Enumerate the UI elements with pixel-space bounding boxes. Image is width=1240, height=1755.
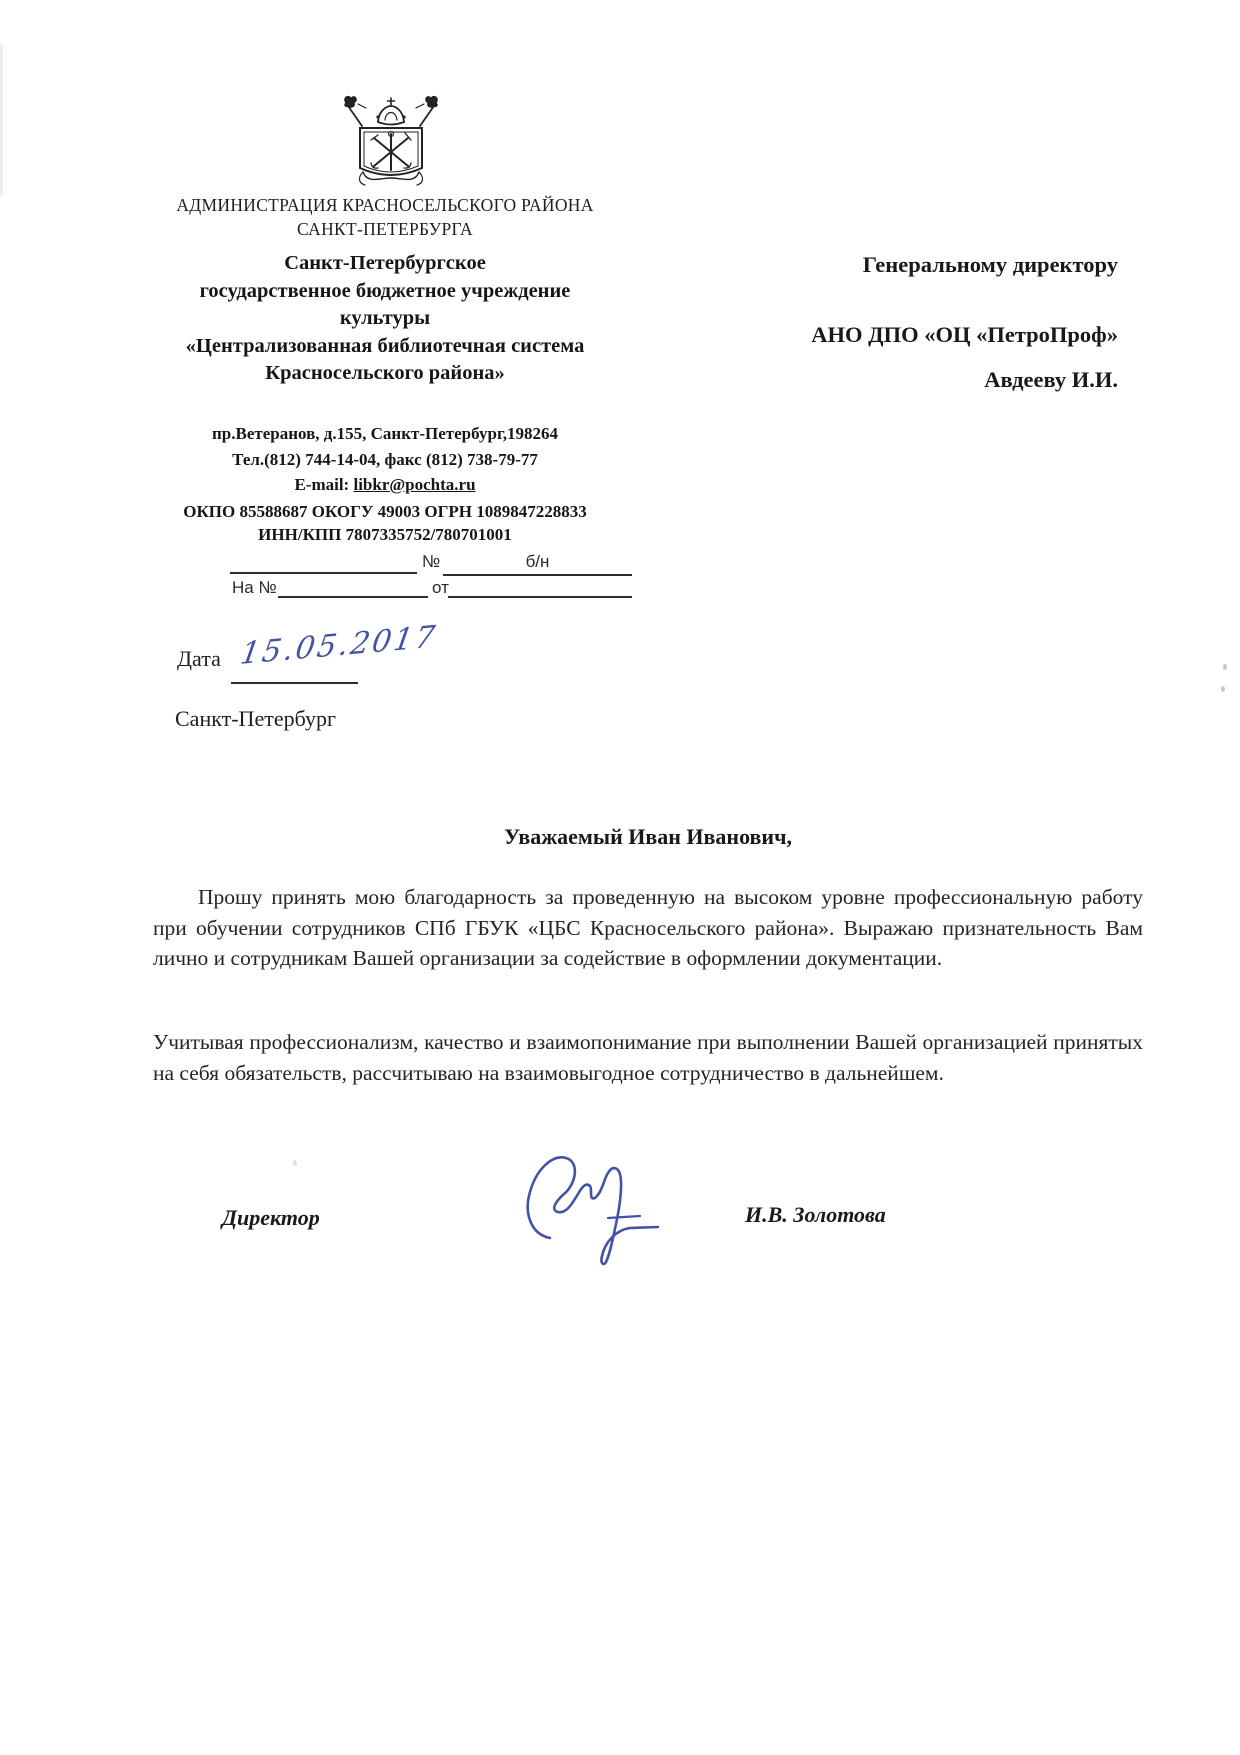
body-paragraph-1: Прошу принять мою благодарность за проведенную на высоком уровне профессиональную работу при обучении сотрудников СПб ГБУК «ЦБС Красносельского района». Выражаю признательность Вам лично и сотрудникам Вашей организации за содействие в оформлении документации. — [153, 885, 1143, 970]
addressee-position: Генеральному директору — [862, 252, 1118, 277]
phone-fax: Тел.(812) 744-14-04, факс (812) 738-79-77 — [232, 449, 538, 469]
addressee-organization: АНО ДПО «ОЦ «ПетроПроф» — [811, 322, 1118, 347]
saint-petersburg-coat-of-arms-icon — [333, 90, 449, 192]
reply-number-blank-line — [278, 576, 428, 598]
reply-to-label: На № — [232, 578, 277, 597]
registry-line-1: ОКПО 85588687 ОКОГУ 49003 ОГРН 1089847228833 — [183, 502, 587, 521]
outgoing-number-value: б/н — [525, 552, 550, 571]
outgoing-date-blank-line — [230, 552, 417, 574]
email-address: libkr@pochta.ru — [353, 475, 476, 494]
organization-line-5: Красносельского района» — [265, 362, 505, 384]
organization-name — [115, 250, 655, 388]
number-sign-label: № — [422, 552, 441, 571]
organization-line-2: государственное бюджетное учреждение — [199, 279, 571, 302]
email-label: E-mail: — [294, 475, 350, 494]
addressee-name: Авдееву И.И. — [984, 367, 1118, 392]
scan-edge-artifact — [0, 45, 3, 195]
reply-date-blank-line — [448, 576, 632, 598]
scan-speck — [1221, 686, 1225, 692]
reply-from-label: от — [432, 578, 449, 597]
handwritten-signature — [512, 1142, 692, 1272]
administration-line-2: САНКТ-ПЕТЕРБУРГА — [297, 218, 473, 239]
body-paragraph-2: Учитывая профессионализм, качество и взаимопонимание при выполнении Вашей организацией принятых на себя обязательств, рассчитываю на взаимовыгодное сотрудничество в дальнейшем. — [153, 1030, 1143, 1085]
handwritten-date: 15.05.2017 — [238, 619, 440, 672]
scan-speck — [293, 1160, 297, 1166]
administration-header — [115, 194, 655, 241]
organization-line-3: культуры — [339, 307, 431, 329]
registry-codes — [115, 500, 655, 546]
city-label: Санкт-Петербург — [175, 706, 336, 731]
outgoing-number-line — [443, 552, 632, 576]
administration-line-1: АДМИНИСТРАЦИЯ КРАСНОСЕЛЬСКОГО РАЙОНА — [176, 195, 594, 215]
salutation: Уважаемый Иван Иванович, — [503, 824, 793, 849]
signer-name: И.В. Золотова — [745, 1202, 886, 1227]
email-line — [115, 472, 655, 498]
date-label: Дата — [177, 646, 221, 671]
registry-line-2: ИНН/КПП 7807335752/780701001 — [258, 525, 512, 544]
scan-speck — [1223, 664, 1227, 670]
postal-address: пр.Ветеранов, д.155, Санкт-Петербург,198264 — [212, 424, 558, 443]
contact-block — [115, 421, 655, 498]
organization-line-1: Санкт-Петербургское — [284, 252, 486, 274]
organization-line-4: «Централизованная библиотечная система — [185, 334, 585, 357]
signer-title: Директор — [222, 1205, 320, 1230]
